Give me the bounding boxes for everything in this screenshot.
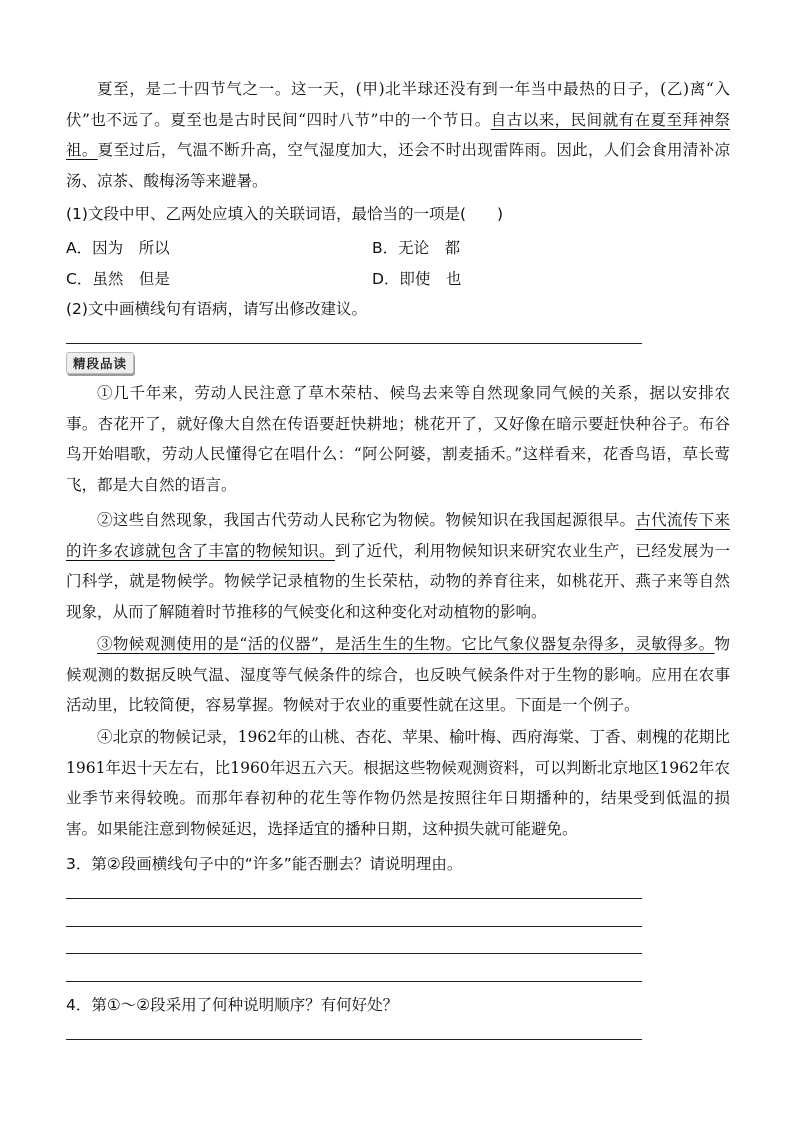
question-3-answer-line-1[interactable] xyxy=(66,898,642,899)
passage1-sentence-1: 夏至，是二十四节气之一。这一天，(甲)北半球还没有到一年当中最热的日子，(乙)离“入伏”也不远了。夏至也是古时民间“四时八节”中的一个节日。 xyxy=(66,80,730,129)
passage2-p2-underlined-sentence: 古代流传下来的许多农谚就包含了丰富的物候知识。 xyxy=(66,511,730,560)
passage-summer-solstice xyxy=(66,74,730,196)
section-badge: 精段品读 xyxy=(66,352,134,374)
passage2-p2-text-a: ②这些自然现象，我国古代劳动人民称它为物候。物候知识在我国起源很早。 xyxy=(97,511,636,529)
passage2-paragraph-2 xyxy=(66,505,730,627)
question-1-stem: (1)文段中甲、乙两处应填入的关联词语，最恰当的一项是( ) xyxy=(66,205,504,223)
question-1-option-a[interactable]: A．因为 所以 xyxy=(66,239,170,257)
question-3-answer-line-2[interactable] xyxy=(66,926,642,927)
question-4-answer-line[interactable] xyxy=(66,1039,642,1040)
passage1-sentence-3: 夏至过后，气温不断升高，空气湿度加大，还会不时出现雷阵雨。因此，人们会食用清补凉汤、凉茶、酸梅汤等来避暑。 xyxy=(66,141,730,190)
passage2-p2-text-b: 到了近代，利用物候知识来研究农业生产，已经发展为一门科学，就是物候学。物候学记录植物的生长荣枯，动物的养育往来，如桃花开、燕子来等自然现象，从而了解随着时节推移的气候变化和这种变化对动植物的影响。 xyxy=(66,541,730,621)
question-3-answer-line-4[interactable] xyxy=(66,981,642,982)
question-3-stem: 3．第②段画横线句子中的“许多”能否删去？请说明理由。 xyxy=(66,855,463,873)
passage1-underlined-sentence: 自古以来，民间就有在夏至拜神祭祖。 xyxy=(66,110,730,159)
passage2-paragraph-4: ④北京的物候记录，1962年的山桃、杏花、苹果、榆叶梅、西府海棠、丁香、刺槐的花期比1961年迟十天左右，比1960年迟五六天。根据这些物候观测资料，可以判断北京地区1962年农业季节来得较晚。而那年春初种的花生等作物仍然是按照往年日期播种的，结果受到低温的损害。如果能注意到物候延迟，选择适宜的播种日期，这种损失就可能避免。 xyxy=(66,728,730,838)
passage2-paragraph-1: ①几千年来，劳动人民注意了草木荣枯、候鸟去来等自然现象同气候的关系，据以安排农事。杏花开了，就好像大自然在传语要赶快耕地；桃花开了，又好像在暗示要赶快种谷子。布谷鸟开始唱歌，劳动人民懂得它在唱什么：“阿公阿婆，割麦插禾。”这样看来，花香鸟语，草长莺飞，都是大自然的语言。 xyxy=(66,384,730,494)
passage2-p3-text-b: 物候观测的数据反映气温、湿度等气候条件的综合，也反映气候条件对于生物的影响。应用在农事活动里，比较简便，容易掌握。物候对于农业的重要性就在这里。下面是一个例子。 xyxy=(66,635,730,714)
question-1-option-c[interactable]: C．虽然 但是 xyxy=(66,270,170,288)
passage2-paragraph-3 xyxy=(66,629,730,721)
question-3-answer-line-3[interactable] xyxy=(66,953,642,954)
question-1-option-b[interactable]: B．无论 都 xyxy=(372,239,461,257)
question-1-option-d[interactable]: D．即使 也 xyxy=(372,270,462,288)
question-2-answer-line[interactable] xyxy=(66,343,642,344)
passage2-p3-underlined-sentence: ③物候观测使用的是“活的仪器”，是活生生的生物。它比气象仪器复杂得多，灵敏得多。 xyxy=(97,635,715,653)
question-2-stem: (2)文中画横线句有语病，请写出修改建议。 xyxy=(66,300,367,318)
question-4-stem: 4．第①～②段采用了何种说明顺序？有何好处？ xyxy=(66,996,399,1014)
